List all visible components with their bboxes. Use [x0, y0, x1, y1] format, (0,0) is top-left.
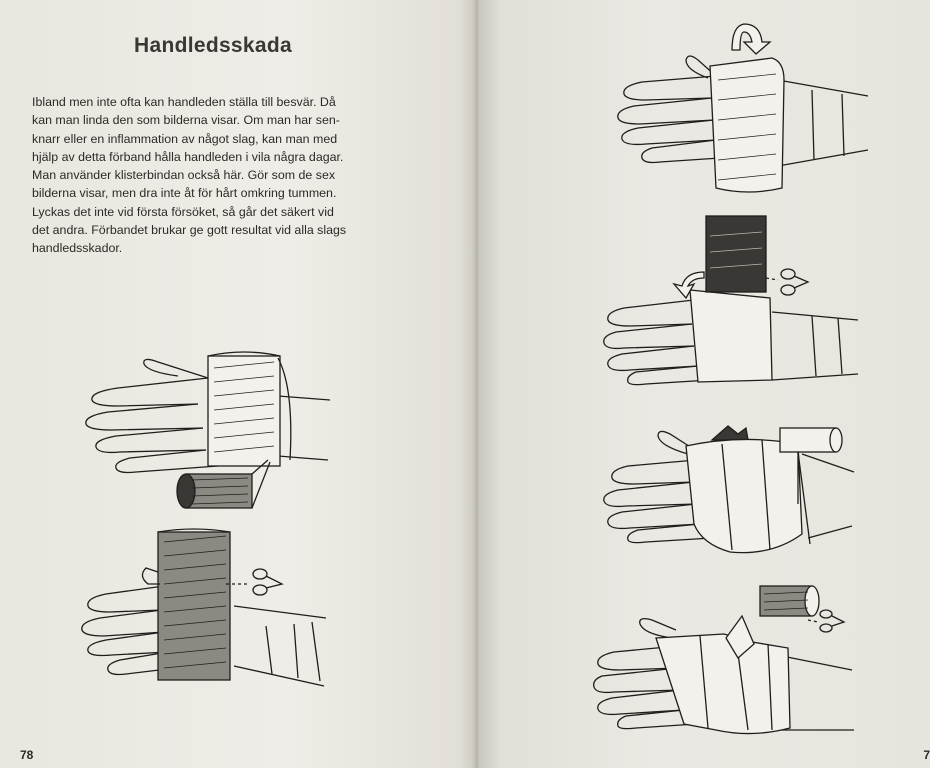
body-line: det andra. Förbandet brukar ge gott resultat vid alla slags — [32, 223, 347, 238]
bandage-illustration-2 — [76, 526, 332, 694]
body-line: handledsskador. — [32, 241, 123, 256]
page-number-left: 78 — [20, 748, 34, 762]
body-line: Ibland men inte ofta kan handleden ställa till besvär. Då — [32, 95, 336, 109]
page-title: Handledsskada — [134, 34, 292, 57]
body-line: Lyckas det inte vid första försöket, så går det säkert vid — [32, 204, 334, 219]
bandage-illustration-5 — [602, 414, 872, 560]
body-line: kan man linda den som bilderna visar. Om man har sen- — [32, 113, 340, 128]
body-line: bilderna visar, men dra inte åt för hårt omkring tummen. — [32, 186, 337, 201]
bandage-illustration-3 — [612, 20, 882, 198]
bandage-illustration-1 — [78, 348, 338, 513]
right-page — [478, 0, 930, 768]
bandage-illustration-6 — [592, 580, 862, 740]
page-number-right: 7 — [923, 748, 930, 762]
body-line: knarr eller en inflammation av något slag, kan man med — [32, 131, 338, 146]
body-text — [32, 93, 450, 258]
bandage-illustration-4 — [602, 212, 872, 388]
body-line: hjälp av detta förband hålla handleden i vila några dagar. — [32, 149, 344, 164]
body-line: Man använder klisterbindan också här. Gör som de sex — [32, 168, 336, 183]
